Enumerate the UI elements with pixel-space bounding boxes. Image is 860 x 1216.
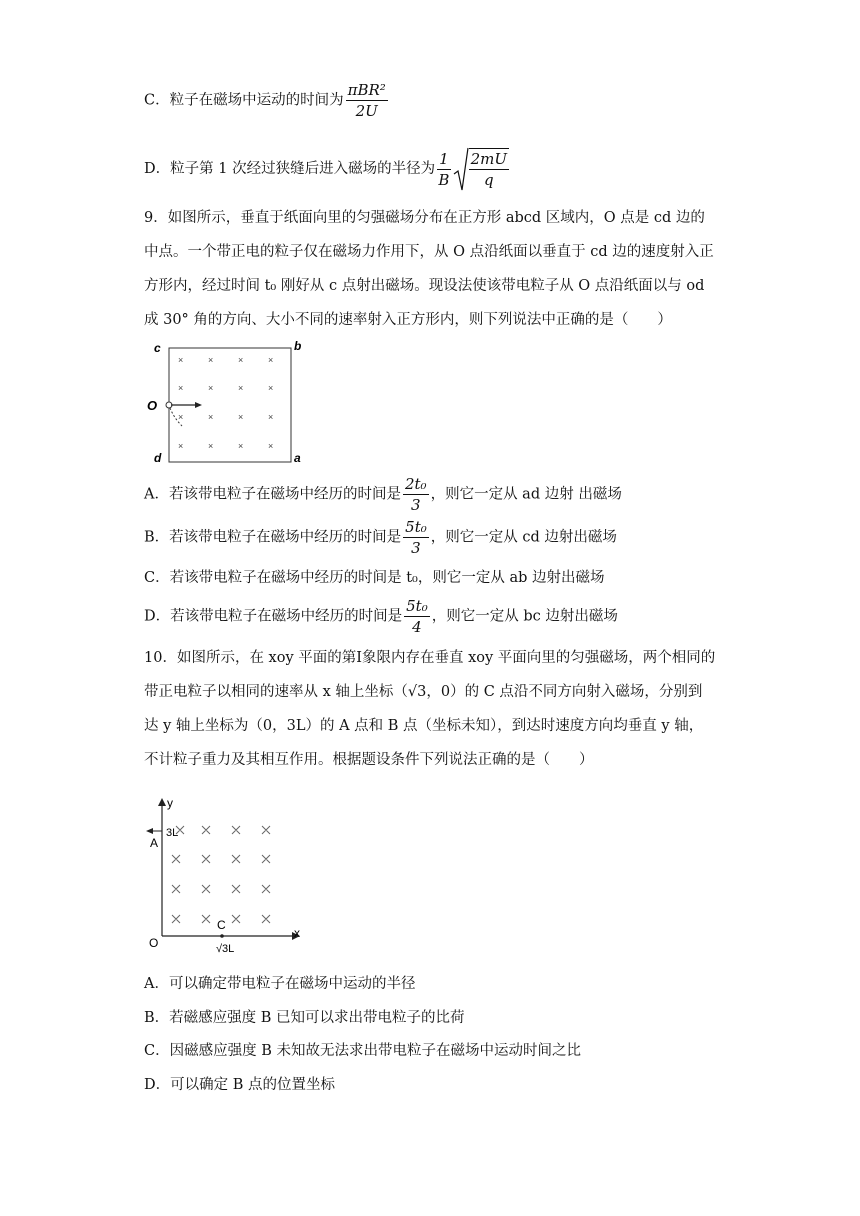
svg-text:×: × [268, 383, 274, 393]
svg-text:×: × [238, 383, 244, 393]
label-o: O [149, 936, 159, 950]
svg-text:×: × [178, 383, 184, 393]
svg-text:×: × [268, 441, 274, 451]
y-arrow-icon [158, 798, 166, 806]
q10-option-a: A．可以确定带电粒子在磁场中运动的半径 [144, 976, 416, 992]
svg-text:×: × [208, 441, 214, 451]
label-b: b [294, 339, 302, 353]
svg-text:×: × [178, 355, 184, 365]
q8-option-d-text: D．粒子第 1 次经过狭缝后进入磁场的半径为 [144, 161, 436, 177]
label-c: c [154, 341, 161, 355]
svg-text:×: × [178, 412, 184, 422]
q10-option-d: D．可以确定 B 点的位置坐标 [144, 1077, 335, 1093]
q10-option-b: B．若磁感应强度 B 已知可以求出带电粒子的比荷 [144, 1010, 465, 1026]
point-c [220, 934, 224, 938]
q8-option-c-text: C．粒子在磁场中运动的时间为 [144, 92, 344, 109]
label-3l: 3L [166, 827, 179, 839]
a-arrow-icon [146, 828, 153, 834]
q9-option-a-fraction: $\frac{\text{2t₀}}{3}$ [404, 475, 427, 514]
q9-option-d-fraction: $\frac{\text{5t₀}}{4}$ [406, 597, 428, 636]
field-crosses [178, 355, 273, 451]
svg-text:×: × [238, 355, 244, 365]
q9-option-b-fraction: $\frac{\text{5t₀}}{3}$ [405, 518, 427, 557]
q8-option-d-fraction: $\frac{1}{B}$ [438, 149, 450, 189]
svg-text:×: × [238, 441, 244, 451]
q10-option-c: C．因磁感应强度 B 未知故无法求出带电粒子在磁场中运动时间之比 [144, 1043, 581, 1059]
q8-option-c-fraction: $\frac{\text{πBR²}}{2U}$ [347, 81, 386, 120]
svg-text:×: × [178, 441, 184, 451]
q9-option-a: A．若该带电粒子在磁场中经历的时间是 $\frac{\text{2t₀}}{3}$ ，则它一定从 ad 边射 出磁场 [144, 475, 622, 514]
label-y: y [167, 796, 173, 810]
svg-text:×: × [238, 412, 244, 422]
svg-text:×: × [268, 355, 274, 365]
svg-text:×: × [268, 412, 274, 422]
q10-figure [140, 796, 310, 956]
svg-text:×: × [208, 412, 214, 422]
q8-option-c [144, 80, 390, 121]
q9-option-c: C．若该带电粒子在磁场中经历的时间是 t₀，则它一定从 ab 边射出磁场 [144, 570, 605, 586]
label-a: a [294, 451, 301, 465]
label-o: O [147, 398, 158, 413]
sqrt-sign-icon [453, 146, 469, 192]
arrow-head-icon [195, 402, 202, 408]
field-crosses [172, 826, 270, 923]
q8-option-d [144, 146, 511, 192]
q9-option-b: B．若该带电粒子在磁场中经历的时间是 $\frac{\text{5t₀}}{3}$ ，则它一定从 cd 边射出磁场 [144, 518, 617, 557]
svg-text:×: × [208, 355, 214, 365]
q9-figure [144, 338, 314, 468]
label-a: A [150, 836, 159, 850]
q9-stem: 9．如图所示，垂直于纸面向里的匀强磁场分布在正方形 abcd 区域内，O 点是 cd 边的中点。一个带正电的粒子仅在磁场力作用下，从 O 点沿纸面以垂直于 cd 边的速度射入正方形内，经过时间 t₀ 刚好从 c 点射出磁场。现设法使该带电粒子从 O 点沿纸面以与 od 成 30° 角的方向、大小不同的速率射入正方形内，则下列说法中正确的是（ ） [144, 210, 714, 328]
svg-text:×: × [208, 383, 214, 393]
label-sqrt3l: √3L [216, 943, 235, 955]
q10-stem: 10．如图所示，在 xoy 平面的第Ⅰ象限内存在垂直 xoy 平面向里的匀强磁场，两个相同的带正电粒子以相同的速率从 x 轴上坐标（√3，0）的 C 点沿不同方向射入磁场，分别到达 y 轴上坐标为（0，3L）的 A 点和 B 点（坐标未知），到达时速度方向均垂直 y 轴，不计粒子重力及其相互作用。根据题设条件下列说法正确的是（ ） [144, 650, 716, 768]
q9-option-d: D．若该带电粒子在磁场中经历的时间是 $\frac{\text{5t₀}}{4}$ ，则它一定从 bc 边射出磁场 [144, 597, 618, 636]
label-c: C [217, 918, 226, 932]
q8-option-d-sqrt: $\frac{2mU}{q}$ [453, 146, 511, 192]
label-x: x [294, 926, 300, 940]
label-d: d [154, 451, 162, 465]
